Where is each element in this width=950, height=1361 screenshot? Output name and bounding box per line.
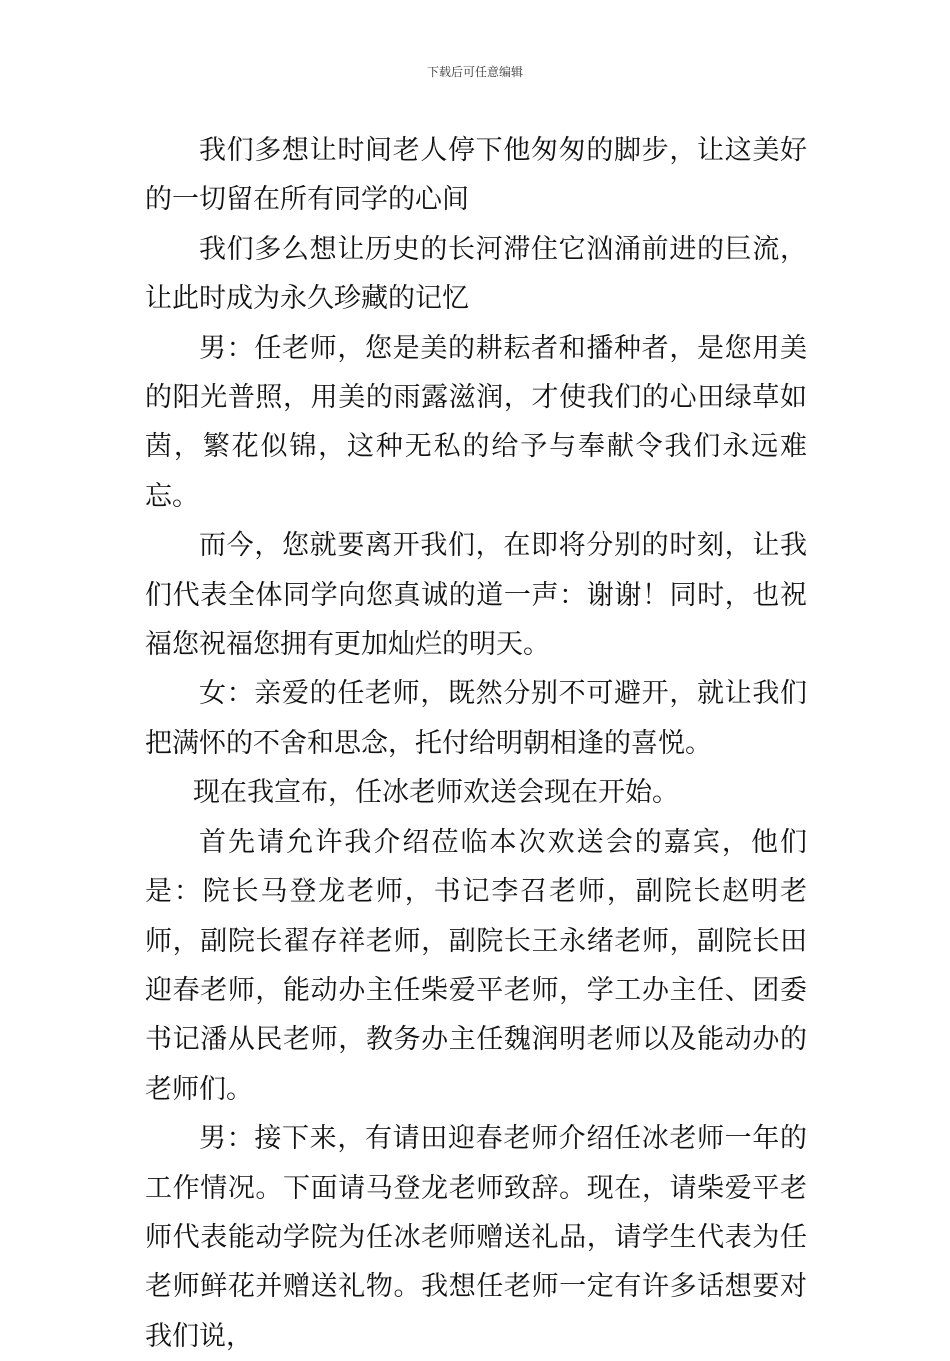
paragraph-2: 我们多么想让历史的长河滞住它汹涌前进的巨流，让此时成为永久珍藏的记忆 <box>145 233 807 315</box>
document-body <box>145 126 807 1361</box>
paragraph-7: 首先请允许我介绍莅临本次欢送会的嘉宾，他们是：院长马登龙老师，书记李召老师，副院长赵明老师，副院长翟存祥老师，副院长王永绪老师，副院长田迎春老师，能动办主任柴爱平老师，学工办主任、团委书记潘从民老师，教务办主任魏润明老师以及能动办的老师们。 <box>145 826 807 1105</box>
paragraph-8: 男：接下来，有请田迎春老师介绍任冰老师一年的工作情况。下面请马登龙老师致辞。现在，请柴爱平老师代表能动学院为任冰老师赠送礼品，请学生代表为任老师鲜花并赠送礼物。我想任老师一定有许多话想要对我们说， <box>145 1123 807 1352</box>
page-header: 下载后可任意编辑 <box>426 65 523 79</box>
paragraph-1: 我们多想让时间老人停下他匆匆的脚步，让这美好的一切留在所有同学的心间 <box>145 135 807 216</box>
paragraph-4: 而今，您就要离开我们，在即将分别的时刻，让我们代表全体同学向您真诚的道一声：谢谢！同时，也祝福您祝福您拥有更加灿烂的明天。 <box>145 530 807 661</box>
paragraph-5: 女：亲爱的任老师，既然分别不可避开，就让我们把满怀的不舍和思念，托付给明朝相逢的喜悦。 <box>145 678 807 759</box>
paragraph-6: 现在我宣布，任冰老师欢送会现在开始。 <box>193 777 679 809</box>
paragraph-3: 男：任老师，您是美的耕耘者和播种者，是您用美的阳光普照，用美的雨露滋润，才使我们的心田绿草如茵，繁花似锦，这种无私的给予与奉献令我们永远难忘。 <box>145 332 807 512</box>
